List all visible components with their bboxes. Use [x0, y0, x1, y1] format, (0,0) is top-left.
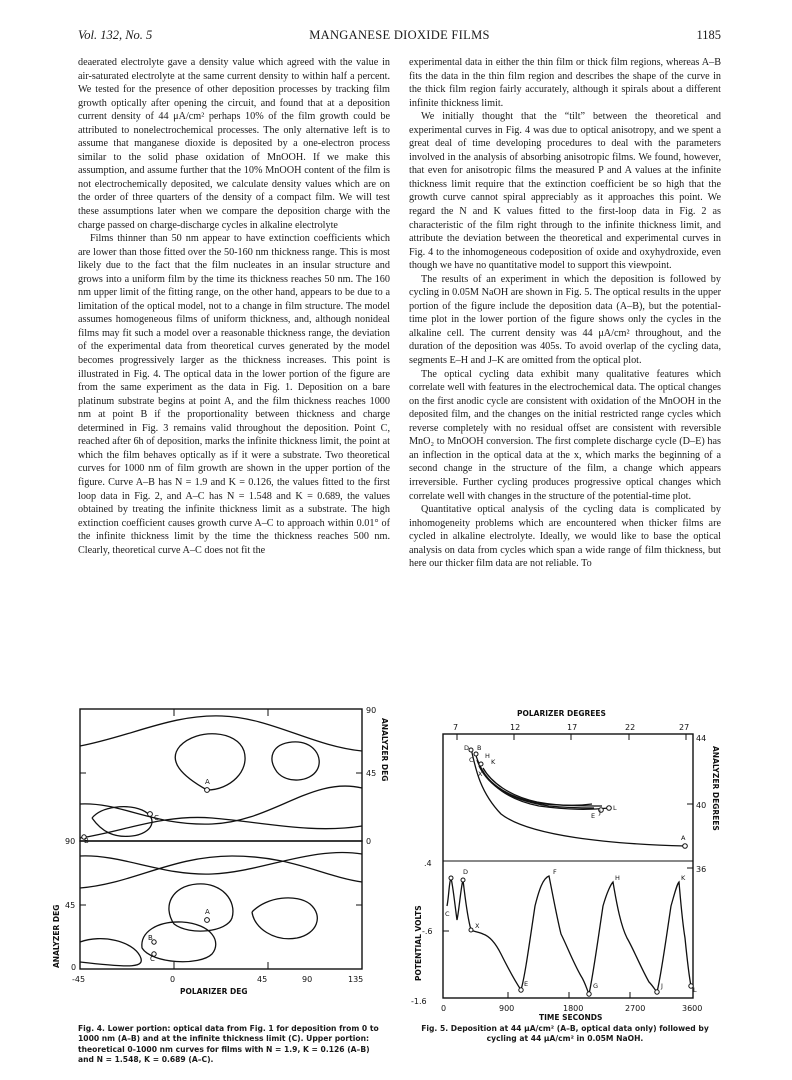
pot-label-j: J	[661, 982, 663, 990]
figure-5-caption: Fig. 5. Deposition at 44 μA/cm² (A–B, optical data only) followed by cycling at 44 μA/cm² in 0.05M NaOH.	[421, 1024, 709, 1044]
paragraph: experimental data in either the thin film or thick film regions, whereas A–B fits the data in the thin film region and describes the shape of the curve in the thick film region fairly accurately, although it spirals about a different infinite thickness limit.	[409, 57, 721, 109]
y-left-tick: 0	[71, 963, 77, 972]
bottom-tick: 900	[499, 1004, 515, 1013]
opt-label-a: A	[681, 834, 686, 842]
pot-label-l: L	[693, 986, 697, 994]
x-tick: 135	[348, 975, 364, 984]
right-tick: 44	[696, 734, 707, 743]
left-axis-label: POTENTIAL VOLTS	[414, 905, 423, 981]
journal-volume: Vol. 132, No. 5	[78, 28, 153, 42]
theoretical-curves	[80, 716, 362, 838]
top-axis-label: POLARIZER DEGREES	[517, 709, 606, 718]
point-label-b-upper: B	[84, 837, 89, 845]
opt-label-l: L	[613, 804, 617, 812]
pot-label-d: D	[463, 868, 469, 876]
x-tick: -45	[72, 975, 86, 984]
y-axis-label-lower: ANALYZER DEG	[52, 904, 61, 968]
point-label-b-lower: B	[148, 934, 153, 942]
left-tick: -.6	[422, 927, 433, 936]
left-tick: .4	[424, 859, 432, 868]
opt-label-e: E	[591, 812, 596, 820]
point-label-a-upper: A	[205, 778, 210, 786]
point-label-a-lower: A	[205, 908, 210, 916]
upper-plot-frame	[80, 709, 362, 841]
y-axis-label-upper: ANALYZER DEG	[380, 718, 389, 782]
potential-time-curve	[447, 876, 691, 994]
pot-label-k: K	[681, 874, 686, 882]
top-tick: 27	[679, 723, 690, 732]
opt-label-x: X	[478, 770, 483, 778]
point-label-c-upper: C	[154, 814, 159, 822]
y-left-tick: 90	[65, 837, 76, 846]
x-axis-label: POLARIZER DEG	[180, 987, 248, 996]
figure-5	[409, 706, 729, 1022]
article-running-title: MANGANESE DIOXIDE FILMS	[309, 28, 490, 42]
right-tick: 36	[696, 865, 707, 874]
paragraph: The optical cycling data exhibit many qualitative features which correlate well with features in the electrochemical data. The optical changes on the first anodic cycle are consistent with oxidation of the MnOOH in the deposited film, and the changes on the initial restricted range cycles which reverse completely with no residual offset are consistent with reversible MnO₂ to MnOOH conversion. The first complete discharge cycle (D–E) has an inflection in the optical data at the x, which marks the beginning of a second change in the structure of the film, a change which appears irreversible. Further cycling produces progressive optical changes which correlate well with changes in the structure of the potential-time plot.	[409, 368, 721, 502]
top-tick: 22	[625, 723, 636, 732]
bottom-tick: 1800	[563, 1004, 584, 1013]
y-right-tick: 0	[366, 837, 372, 846]
right-axis-label: ANALYZER DEGREES	[711, 746, 720, 831]
figure-5-plot	[409, 706, 729, 1022]
experimental-curves	[80, 852, 362, 965]
x-tick: 90	[302, 975, 313, 984]
bottom-axis-label: TIME SECONDS	[539, 1013, 603, 1022]
bottom-tick: 0	[441, 1004, 447, 1013]
paragraph: We initially thought that the “tilt” between the theoretical and experimental curves in Fig. 4 was due to optical anisotropy, and we spent a great deal of time developing procedures to deal with the parameters involved in the analysis of absorbing anisotropic films. We found, however, that even for anisotropic films the measured P and A values at the infinite thickness limit require that the extinction coefficient be so high that the growth curve cannot spiral appreciably as it approaches this point. We regard the N and K values fitted to the first-loop data in Fig. 2 as characteristic of the film right through to the infinite thickness limit, and attribute the deviation between the theoretical and experimental curves in Fig. 4 to the inhomogeneous codeposition of oxide and oxyhydroxide, even though we have no quantitative model to support this viewpoint.	[409, 111, 721, 272]
right-text-column	[409, 56, 721, 571]
paragraph: Films thinner than 50 nm appear to have extinction coefficients which are lower than those fitted over the 50-160 nm thickness range. This is most likely due to the fact that the film nucleates in an insular structure and grows into a uniform film by the time its thickness reaches 50 nm. The 160 nm upper limit of the fitting range, on the other hand, appears to be due to a limitation of the optical model, not to a change in film structure. The model assumes homogeneous films of uniform thickness, and, although nonideal films may fit such a model over a reasonable thickness range, the deviation of the experimental data from theoretical curves generated by the model becomes progressively larger as the thickness increases. This point is illustrated in Fig. 4. The optical data in the lower portion of the figure are from the same experiment as the data in Fig. 1. Deposition on a bare platinum substrate begins at point A, and the film thickness reaches 1000 nm at point B if the proportionality between thickness and charge determined in Fig. 3 remains valid throughout the deposition. Point C, reached after 6h of deposition, marks the infinite thickness limit, the point at which the film behaves optically as if it were a substrate. Two theoretical curves for 1000 nm of film growth are shown in the upper portion of the figure. Curve A–B has N = 1.9 and K = 0.126, the values fitted to the first loop data in Fig. 2, and A–C has N = 1.548 and K = 0.689, the values obtained by treating the infinite thickness limit as a substrate. The high extinction coefficient causes growth curve A–C to approach within 0.01° of the infinite thickness limit by the time the thickness reaches 500 nm. Clearly, theoretical curve A–C does not fit the	[78, 233, 390, 556]
pot-label-h: H	[615, 874, 620, 882]
left-text-column	[78, 56, 390, 557]
paragraph: The results of an experiment in which the deposition is followed by cycling in 0.05M NaOH are shown in Fig. 5. The optical results in the upper portion of the figure include the deposition data (A–B), but the potential-time plot in the lower portion of the figure shows only the cycles in the alkaline cell. The current density was 44 μA/cm² throughout, and the duration of the deposition was 405s. To avoid overlap of the cycling data, segments E–H and J–K are omitted from the optical plot.	[409, 273, 721, 367]
paragraph: Quantitative optical analysis of the cycling data is complicated by inhomogeneity problems which are encountered when thicker films are cycled in alkaline electrolyte. Ideally, we would like to base the optical analysis on data from cycles which span a wide range of film thickness, but here our thicker film data are not reliable. To	[409, 504, 721, 570]
y-left-tick: 45	[65, 901, 76, 910]
figure-4	[52, 706, 392, 1016]
opt-label-j: J	[599, 808, 601, 816]
y-right-tick: 45	[366, 769, 377, 778]
opt-label-h: H	[485, 752, 490, 760]
page-number: 1185	[696, 28, 721, 42]
bottom-tick: 2700	[625, 1004, 646, 1013]
figure-4-caption: Fig. 4. Lower portion: optical data from Fig. 1 for deposition from 0 to 1000 nm (A–B) and at the infinite thickness limit (C). Upper portion: theoretical 0-1000 nm curves for films with N = 1.9, K = 0.126 (A–B) and N = 1.548, K = 0.689 (A–C).	[78, 1024, 379, 1065]
optical-curves	[471, 748, 685, 846]
y-right-tick: 90	[366, 706, 377, 715]
left-tick: -1.6	[411, 997, 427, 1006]
right-tick: 40	[696, 801, 707, 810]
top-tick: 12	[510, 723, 521, 732]
pot-label-x: X	[475, 922, 480, 930]
running-head	[78, 28, 721, 44]
pot-label-c: C	[445, 910, 450, 918]
bottom-tick: 3600	[682, 1004, 703, 1013]
top-tick: 17	[567, 723, 578, 732]
x-tick: 45	[257, 975, 268, 984]
x-tick: 0	[170, 975, 176, 984]
point-label-c-lower: C	[150, 955, 155, 963]
opt-label-b: B	[477, 744, 482, 752]
figure-4-plot	[52, 706, 392, 1016]
opt-label-d: D	[464, 744, 470, 752]
pot-label-f: F	[553, 868, 557, 876]
paragraph: deaerated electrolyte gave a density value which agreed with the value in air-saturated electrolyte at the same current density to within half a percent. We tested for the presence of other deposition processes by tracking film growth optically after opening the circuit, and found that at a deposition current density of 44 μA/cm² perhaps 10% of the film growth could be attributed to nonelectrochemical processes. The only alternative left is to assume that manganese dioxide is deposited by a one-electron process similar to the solid phase oxidation of MnOOH. If we make this assumption, and assume further that the 10% MnOOH content of the film is not electrochemically deposited, we calculate density values which are on the order of three quarters of the density of a compact film. We will test these assumptions later when we compare the deposition charge with the charge passed on charge-discharge cycles in alkaline electrolyte	[78, 57, 390, 231]
pot-label-g: G	[593, 982, 599, 990]
top-tick: 7	[453, 723, 459, 732]
opt-label-c: C	[469, 756, 474, 764]
pot-label-e: E	[524, 980, 529, 988]
opt-label-k: K	[491, 758, 496, 766]
